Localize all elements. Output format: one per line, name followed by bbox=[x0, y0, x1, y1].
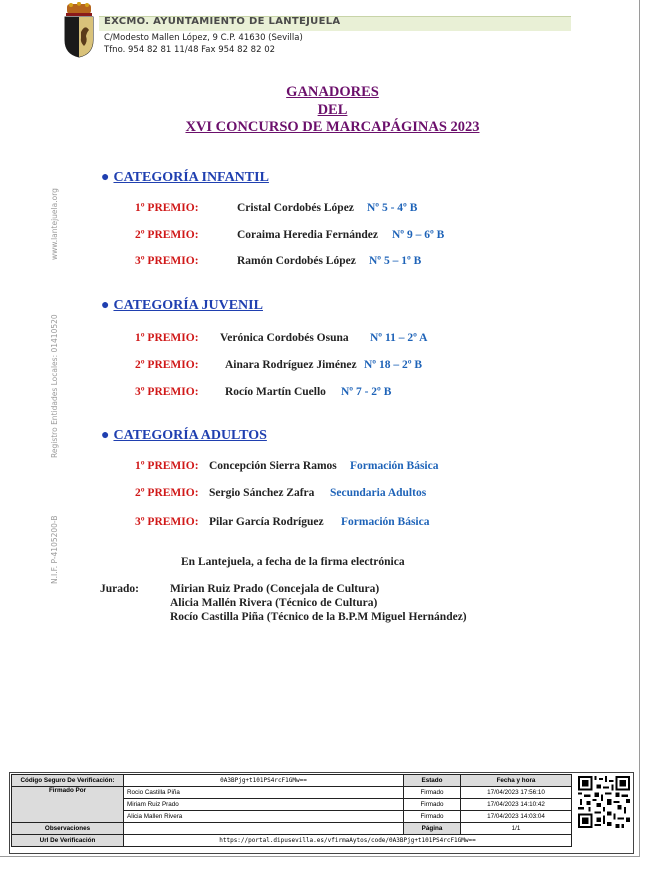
winner-detail: Nº 5 – 1º B bbox=[369, 255, 422, 267]
signer-fecha: 17/04/2023 14:10:42 bbox=[461, 799, 572, 811]
coat-of-arms-logo bbox=[61, 2, 97, 58]
signer-fecha: 17/04/2023 17:56:10 bbox=[461, 787, 572, 799]
verification-url[interactable]: https://portal.dipusevilla.es/vfirmaAytos/code/0A3BPjg+t101PS4rcF1GMw== bbox=[124, 835, 572, 847]
winner-name: Sergio Sánchez Zafra bbox=[209, 487, 315, 499]
pagina-label: Página bbox=[404, 823, 461, 835]
signer-estado: Firmado bbox=[404, 787, 461, 799]
verification-code: 0A3BPjg+t101PS4rcF1GMw== bbox=[124, 775, 404, 787]
winner-name: Ainara Rodríguez Jiménez bbox=[225, 359, 357, 371]
observaciones-label: Observaciones bbox=[12, 823, 124, 835]
prize-label: 1º PREMIO: bbox=[135, 332, 199, 344]
pagina-value: 1/1 bbox=[461, 823, 572, 835]
prize-label: 3º PREMIO: bbox=[135, 386, 199, 398]
category-heading: ● CATEGORÍA JUVENIL bbox=[101, 298, 263, 313]
winner-name: Pilar García Rodríguez bbox=[209, 516, 324, 528]
observaciones-value bbox=[124, 823, 404, 835]
signer-name: Alicia Mallen Rivera bbox=[124, 811, 404, 823]
title-line-1: GANADORES bbox=[286, 84, 379, 100]
winner-detail: Nº 7 - 2º B bbox=[341, 386, 392, 398]
prize-label: 2º PREMIO: bbox=[135, 487, 199, 499]
prize-label: 1º PREMIO: bbox=[135, 202, 199, 214]
jury-member: Rocío Castilla Piña (Técnico de la B.P.M Miguel Hernández) bbox=[170, 611, 467, 623]
qr-code-icon bbox=[578, 776, 630, 828]
estado-header: Estado bbox=[404, 775, 461, 787]
winner-detail: Formación Básica bbox=[341, 516, 430, 528]
fecha-header: Fecha y hora bbox=[461, 775, 572, 787]
winner-name: Coraima Heredia Fernández bbox=[237, 229, 378, 241]
closing-text: En Lantejuela, a fecha de la firma electrónica bbox=[181, 556, 405, 568]
signer-estado: Firmado bbox=[404, 799, 461, 811]
jury-label: Jurado: bbox=[100, 583, 139, 595]
signer-fecha: 17/04/2023 14:03:04 bbox=[461, 811, 572, 823]
title-line-2: DEL bbox=[317, 102, 348, 118]
org-name: EXCMO. AYUNTAMIENTO DE LANTEJUELA bbox=[104, 16, 341, 27]
firmado-label: Firmado Por bbox=[12, 787, 124, 823]
winner-name: Rocío Martín Cuello bbox=[225, 386, 326, 398]
signer-estado: Firmado bbox=[404, 811, 461, 823]
prize-label: 3º PREMIO: bbox=[135, 255, 199, 267]
verification-table bbox=[11, 774, 572, 847]
category-heading: ● CATEGORÍA ADULTOS bbox=[101, 428, 267, 443]
code-label: Código Seguro De Verificación: bbox=[12, 775, 124, 787]
prize-label: 3º PREMIO: bbox=[135, 516, 199, 528]
winner-detail: Secundaria Adultos bbox=[330, 487, 427, 499]
signer-name: Miriam Ruiz Prado bbox=[124, 799, 404, 811]
winner-detail: Nº 11 – 2º A bbox=[370, 332, 428, 344]
winner-name: Verónica Cordobés Osuna bbox=[220, 332, 349, 344]
org-address: C/Modesto Mallen López, 9 C.P. 41630 (Sevilla) bbox=[104, 33, 303, 43]
winner-detail: Formación Básica bbox=[350, 460, 439, 472]
url-label: Url De Verificación bbox=[12, 835, 124, 847]
signer-name: Rocio Castilla Piña bbox=[124, 787, 404, 799]
side-registro: Registro Entidades Locales: 01410520 bbox=[50, 314, 59, 458]
jury-member: Mirian Ruiz Prado (Concejala de Cultura) bbox=[170, 583, 380, 595]
winner-detail: Nº 9 – 6º B bbox=[392, 229, 445, 241]
winner-name: Concepción Sierra Ramos bbox=[209, 460, 337, 472]
side-web: www.lantejuela.org bbox=[50, 188, 59, 260]
prize-label: 2º PREMIO: bbox=[135, 229, 199, 241]
prize-label: 1º PREMIO: bbox=[135, 460, 199, 472]
jury-member: Alicia Mallén Rivera (Técnico de Cultura) bbox=[170, 597, 378, 609]
category-heading: ● CATEGORÍA INFANTIL bbox=[101, 170, 269, 185]
winner-detail: Nº 5 - 4º B bbox=[367, 202, 418, 214]
winner-name: Cristal Cordobés López bbox=[237, 202, 354, 214]
side-nif: N.I.F. P-4105200-B bbox=[50, 515, 59, 584]
prize-label: 2º PREMIO: bbox=[135, 359, 199, 371]
winner-name: Ramón Cordobés López bbox=[237, 255, 356, 267]
winner-detail: Nº 18 – 2º B bbox=[364, 359, 423, 371]
title-line-3: XVI CONCURSO DE MARCAPÁGINAS 2023 bbox=[185, 119, 480, 135]
org-phone: Tfno. 954 82 81 11/48 Fax 954 82 82 02 bbox=[104, 45, 276, 55]
